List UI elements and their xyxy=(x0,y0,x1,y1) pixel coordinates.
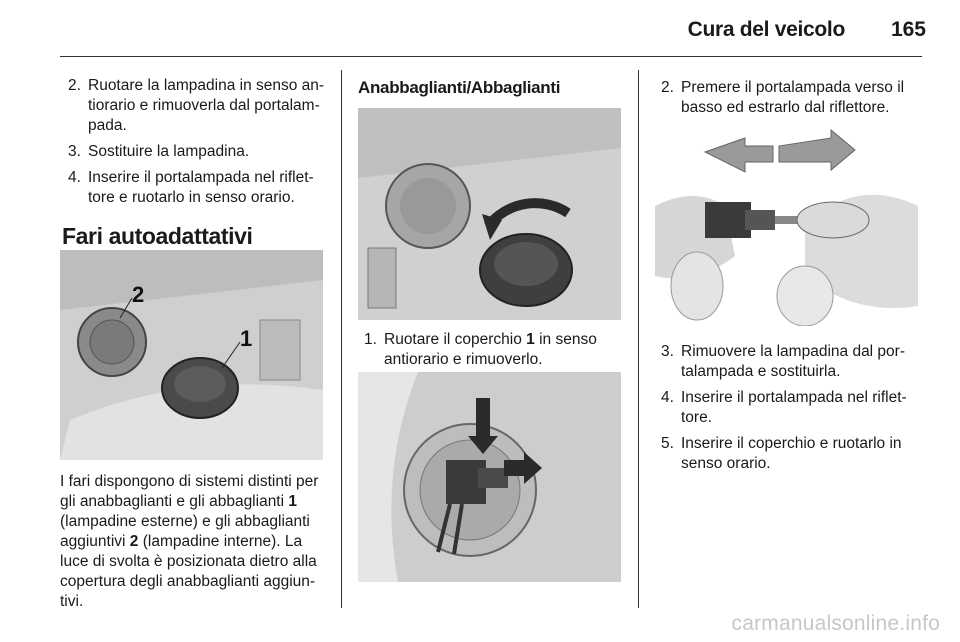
step-number: 2. xyxy=(661,79,674,96)
step-text: Premere il portalampada verso il basso ed estrarlo dal riflettore. xyxy=(681,79,905,116)
figure-callout-two: 2 xyxy=(132,282,145,307)
step-text: Inserire il coperchio e ruotarlo in senso orario. xyxy=(681,435,902,472)
bulb-extraction-illustration xyxy=(655,116,918,326)
figure-callout-one: 1 xyxy=(240,326,253,351)
bulb-extraction-figure xyxy=(655,116,918,326)
page-number: 165 xyxy=(890,18,926,41)
step-number: 2. xyxy=(68,77,81,94)
column-divider-right xyxy=(638,70,639,608)
headlamp-overview-illustration xyxy=(60,250,323,460)
column-three-steps xyxy=(655,342,925,480)
sub-section-title: Anabbaglianti/Abbaglianti xyxy=(358,78,561,97)
page-header-title: Cura del veicolo xyxy=(687,18,845,41)
instruction-step xyxy=(62,142,330,162)
header-rule xyxy=(60,56,922,57)
description-bold-ref: 2 xyxy=(129,533,139,550)
step-bold-ref: 1 xyxy=(526,331,535,348)
column-two-steps xyxy=(358,330,626,376)
instruction-list-col2 xyxy=(358,330,626,370)
description-text: (lampadine esterne) e gli abbaglianti aggiuntivi xyxy=(60,513,310,550)
cover-removal-figure xyxy=(358,108,621,320)
step-text: Rimuovere la lampadina dal por-talampada e sostituirla. xyxy=(681,343,906,380)
instruction-step xyxy=(62,168,330,208)
headlamp-description xyxy=(60,472,332,612)
step-text: Ruotare il coperchio xyxy=(384,331,527,348)
instruction-list-col1 xyxy=(62,76,330,208)
bulb-holder-illustration xyxy=(358,372,621,582)
instruction-step xyxy=(358,330,626,370)
instruction-step xyxy=(655,388,925,428)
instruction-step xyxy=(62,76,330,136)
instruction-step xyxy=(655,434,925,474)
step-number: 5. xyxy=(661,435,674,452)
description-text: (lampadine interne). La luce di svolta è posizionata dietro alla copertura degli anabbaglianti aggiun-tivi. xyxy=(60,533,317,610)
footer-watermark: carmanualsonline.info xyxy=(731,612,940,635)
step-text: Inserire il portalampada nel riflet-tore e ruotarlo in senso orario. xyxy=(88,169,314,206)
instruction-list-col3-bottom xyxy=(655,342,925,474)
column-one xyxy=(62,76,330,249)
step-number: 3. xyxy=(68,143,81,160)
column-two xyxy=(358,78,626,98)
step-number: 1. xyxy=(364,331,377,348)
description-bold-ref: 1 xyxy=(288,493,297,510)
bulb-holder-figure xyxy=(358,372,621,582)
column-one-paragraph xyxy=(60,472,332,612)
headlamp-overview-figure xyxy=(60,250,323,460)
instruction-step xyxy=(655,78,925,118)
instruction-list-col3-top xyxy=(655,78,925,118)
step-number: 4. xyxy=(661,389,674,406)
step-text: Ruotare la lampadina in senso an-tiorario e rimuoverla dal portalam-pada. xyxy=(88,77,325,134)
section-title: Fari autoadattativi xyxy=(62,223,253,249)
instruction-step xyxy=(655,342,925,382)
cover-removal-illustration xyxy=(358,108,621,320)
step-number: 3. xyxy=(661,343,674,360)
description-text: I fari dispongono di sistemi distinti per gli anabbaglianti e gli abbaglianti xyxy=(60,473,319,510)
step-text: in senso antiorario e rimuoverlo. xyxy=(384,331,597,368)
step-text: Sostituire la lampadina. xyxy=(88,143,250,160)
column-divider-left xyxy=(341,70,342,608)
step-text: Inserire il portalampada nel riflet-tore. xyxy=(681,389,907,426)
step-number: 4. xyxy=(68,169,81,186)
